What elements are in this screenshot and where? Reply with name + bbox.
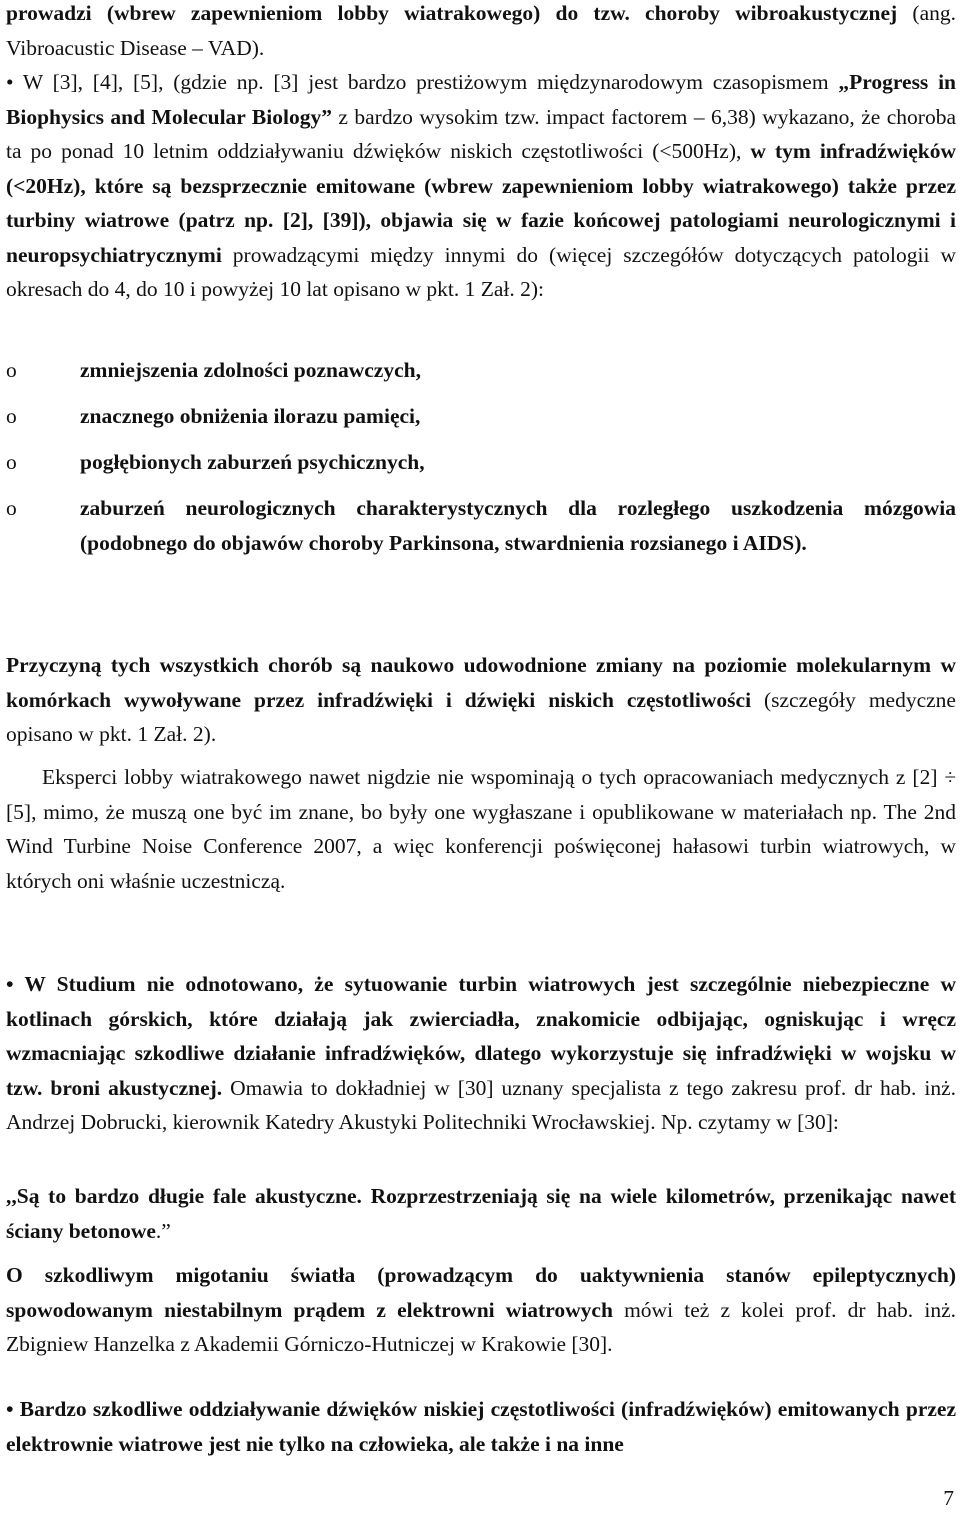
paragraph-experts-a: Eksperci lobby wiatrakowego nawet nigdzie nie wspominają o tych opracowaniach medycznych z [2] bbox=[42, 765, 945, 789]
paragraph-infrasound bbox=[6, 1392, 956, 1461]
paragraph-study-bold: • W Studium nie odnotowano, że sytuowanie turbin wiatrowych jest szczególnie niebezpieczne w kotlinach górskich, które działają jak zwierciadła, znakomicie odbijając, ogniskując i wręcz wzmacniając szkodliwe działanie infradźwięków, dlatego wykorzystuje się infradźwięki w wojsku w tzw. broni akustycznej. bbox=[6, 972, 956, 1100]
list-marker: o bbox=[6, 358, 17, 382]
paragraph-flicker bbox=[6, 1258, 956, 1362]
list-marker: o bbox=[6, 450, 17, 474]
paragraph-flicker-normal: mówi też z kolei prof. dr hab. inż. Zbigniew Hanzelka z Akademii Górniczo-Hutniczej w Krakowie [30]. bbox=[6, 1297, 956, 1356]
paragraph-experts-b: [5], mimo, że muszą one być im znane, bo były one wygłaszane i opublikowane w materiałach np. The 2nd Wind Turbine Noise Conference 2007, a więc konferencji poświęconej hałasowi turbin wiatrowych, w których oni właśnie uczestniczą. bbox=[6, 799, 956, 893]
quote-paragraph bbox=[6, 1179, 956, 1248]
list-item-text: zaburzeń neurologicznych charakterystycznych dla rozległego uszkodzenia mózgowia (podobnego do objawów choroby Parkinsona, stwardnienia rozsianego i AIDS). bbox=[80, 496, 956, 555]
list-item-text: zmniejszenia zdolności poznawczych, bbox=[80, 358, 421, 382]
paragraph-experts bbox=[6, 760, 956, 898]
paragraph-studies bbox=[6, 65, 956, 307]
division-sign: ÷ bbox=[944, 765, 956, 789]
paragraph-cause-bold: Przyczyną tych wszystkich chorób są naukowo udowodnione zmiany na poziomie molekularnym w komórkach wywoływane przez infradźwięki i dźwięki niskich częstotliwości bbox=[6, 653, 956, 712]
paragraph-vad-bold: prowadzi (wbrew zapewnieniom lobby wiatrakowego) do tzw. choroby wibroakustycznej bbox=[6, 1, 898, 25]
journal-title: „Progress in Biophysics and Molecular Biology” bbox=[6, 70, 957, 129]
list-marker: o bbox=[6, 404, 17, 428]
paragraph-studies-impact: z bardzo wysokim tzw. impact factorem – 6,38) wykazano, że choroba ta po ponad 10 letnim oddziaływaniu dźwięków niskich częstotliwości (<500Hz), bbox=[6, 104, 956, 163]
paragraph-cause bbox=[6, 648, 956, 752]
paragraph-studies-tail: prowadzącymi między innymi do (więcej szczegółów dotyczących patologii w okresach do 4, do 10 i powyżej 10 lat opisano w pkt. 1 Zał. 2): bbox=[6, 242, 956, 301]
paragraph-flicker-bold: O szkodliwym migotaniu światła (prowadzącym do uaktywnienia stanów epileptycznych) spowodowanym niestabilnym prądem z elektrowni wiatrowych bbox=[6, 1263, 956, 1322]
paragraph-study-normal: Omawia to dokładniej w [30] uznany specjalista z tego zakresu prof. dr hab. inż. Andrzej Dobrucki, kierownik Katedry Akustyki Politechniki Wrocławskiej. Np. czytamy w [30]: bbox=[6, 1075, 956, 1134]
paragraph-studies-bold: w tym infradźwięków (<20Hz), które są bezsprzecznie emitowane (wbrew zapewnieniom lobby wiatrakowego) także przez turbiny wiatrowe (patrz np. [2], [39]), objawia się w fazie końcowej patologiami neurologicznymi i neuropsychiatrycznymi bbox=[6, 139, 956, 267]
quote-bold: ,,Są to bardzo długie fale akustyczne. Rozprzestrzeniają się na wiele kilometrów, przenikając nawet ściany betonowe bbox=[6, 1184, 956, 1243]
paragraph-studies-intro: • W [3], [4], [5], (gdzie np. [3] jest bardzo prestiżowym międzynarodowym czasopismem bbox=[6, 70, 839, 94]
list-marker: o bbox=[6, 496, 17, 520]
paragraph-study-mountains bbox=[6, 967, 956, 1140]
quote-end: .” bbox=[155, 1218, 171, 1243]
list-item-text: znacznego obniżenia ilorazu pamięci, bbox=[80, 404, 421, 428]
paragraph-vad-normal: (ang. Vibroacustic Disease – VAD). bbox=[6, 1, 956, 60]
paragraph-cause-normal: (szczegóły medyczne opisano w pkt. 1 Zał. 2). bbox=[6, 687, 956, 746]
list-item-text: pogłębionych zaburzeń psychicznych, bbox=[80, 450, 425, 474]
page-number: 7 bbox=[943, 1486, 954, 1510]
paragraph-infrasound-bold: • Bardzo szkodliwe oddziaływanie dźwięków niskiej częstotliwości (infradźwięków) emitowanych przez elektrownie wiatrowe jest nie tylko na człowieka, ale także i na inne bbox=[6, 1397, 956, 1456]
paragraph-vad bbox=[6, 0, 956, 65]
